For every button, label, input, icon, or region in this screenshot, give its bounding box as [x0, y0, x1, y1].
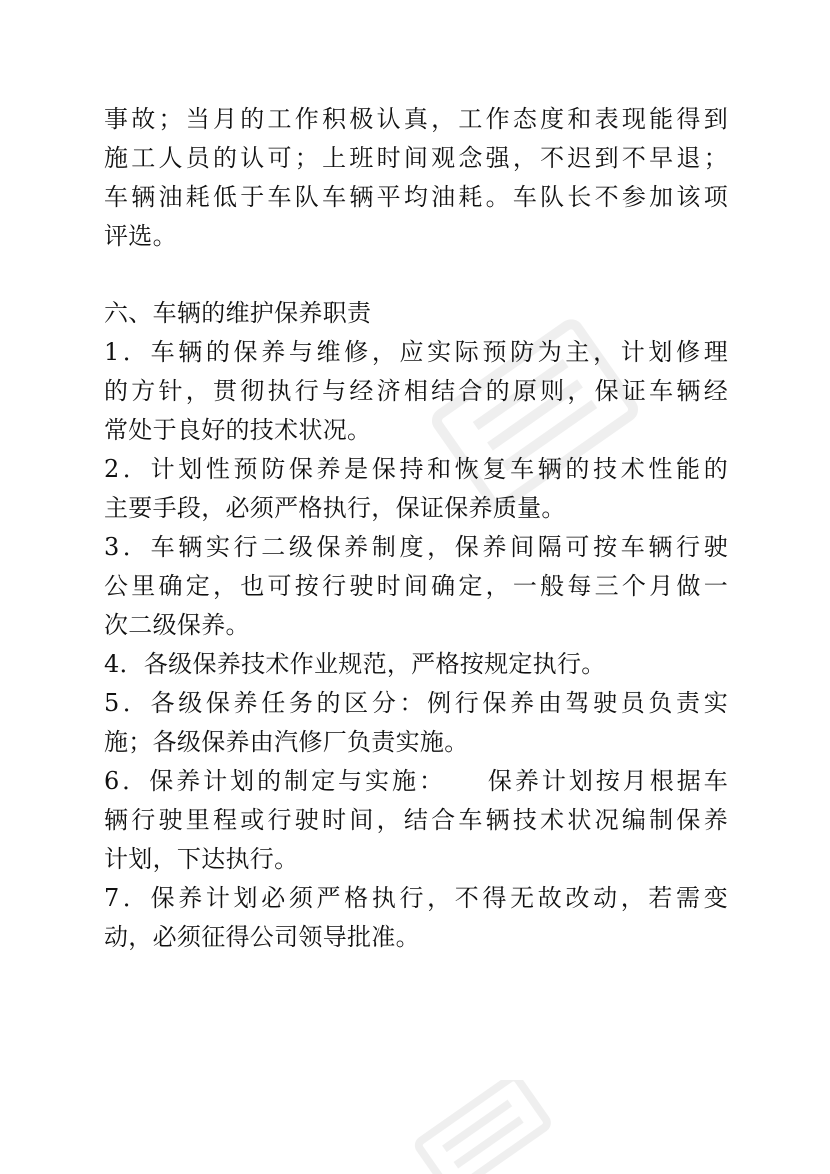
- section-heading: 六、车辆的维护保养职责: [104, 299, 372, 327]
- item-2: [104, 450, 728, 528]
- item-7: [104, 879, 728, 957]
- intro-line: 评选。: [104, 222, 177, 250]
- item-line: 辆行驶里程或行驶时间，结合车辆技术状况编制保养: [104, 806, 728, 834]
- intro-line: 车辆油耗低于车队车辆平均油耗。车队长不参加该项: [104, 183, 728, 211]
- item-4: [104, 645, 728, 684]
- item-line: 5．各级保养任务的区分：例行保养由驾驶员负责实: [104, 689, 728, 717]
- item-line: 主要手段，必须严格执行，保证保养质量。: [104, 494, 566, 522]
- item-line: 3．车辆实行二级保养制度，保养间隔可按车辆行驶: [104, 533, 728, 561]
- item-line: 动，必须征得公司领导批准。: [104, 923, 420, 951]
- item-line: 2．计划性预防保养是保持和恢复车辆的技术性能的: [104, 455, 728, 483]
- intro-line: 事故；当月的工作积极认真，工作态度和表现能得到: [104, 105, 728, 133]
- item-line: 常处于良好的技术状况。: [104, 416, 372, 444]
- item-line: 7．保养计划必须严格执行，不得无故改动，若需变: [104, 884, 728, 912]
- item-line: 4．各级保养技术作业规范，严格按规定执行。: [104, 650, 606, 678]
- item-line: 6．保养计划的制定与实施： 保养计划按月根据车: [104, 767, 728, 795]
- item-line: 施；各级保养由汽修厂负责实施。: [104, 728, 469, 756]
- item-6: [104, 762, 728, 879]
- item-3: [104, 528, 728, 645]
- intro-paragraph: [104, 100, 728, 256]
- item-line: 的方针，贯彻执行与经济相结合的原则，保证车辆经: [104, 377, 728, 405]
- item-line: 次二级保养。: [104, 611, 250, 639]
- watermark-logo-bottom: [400, 1080, 560, 1174]
- item-line: 公里确定，也可按行驶时间确定，一般每三个月做一: [104, 572, 728, 600]
- paragraph-spacer: [104, 256, 728, 294]
- item-line: 1．车辆的保养与维修，应实际预防为主，计划修理: [104, 338, 728, 366]
- item-1: [104, 333, 728, 450]
- item-5: [104, 684, 728, 762]
- document-body: [104, 100, 728, 957]
- item-line: 计划，下达执行。: [104, 845, 299, 873]
- intro-line: 施工人员的认可；上班时间观念强，不迟到不早退；: [104, 144, 728, 172]
